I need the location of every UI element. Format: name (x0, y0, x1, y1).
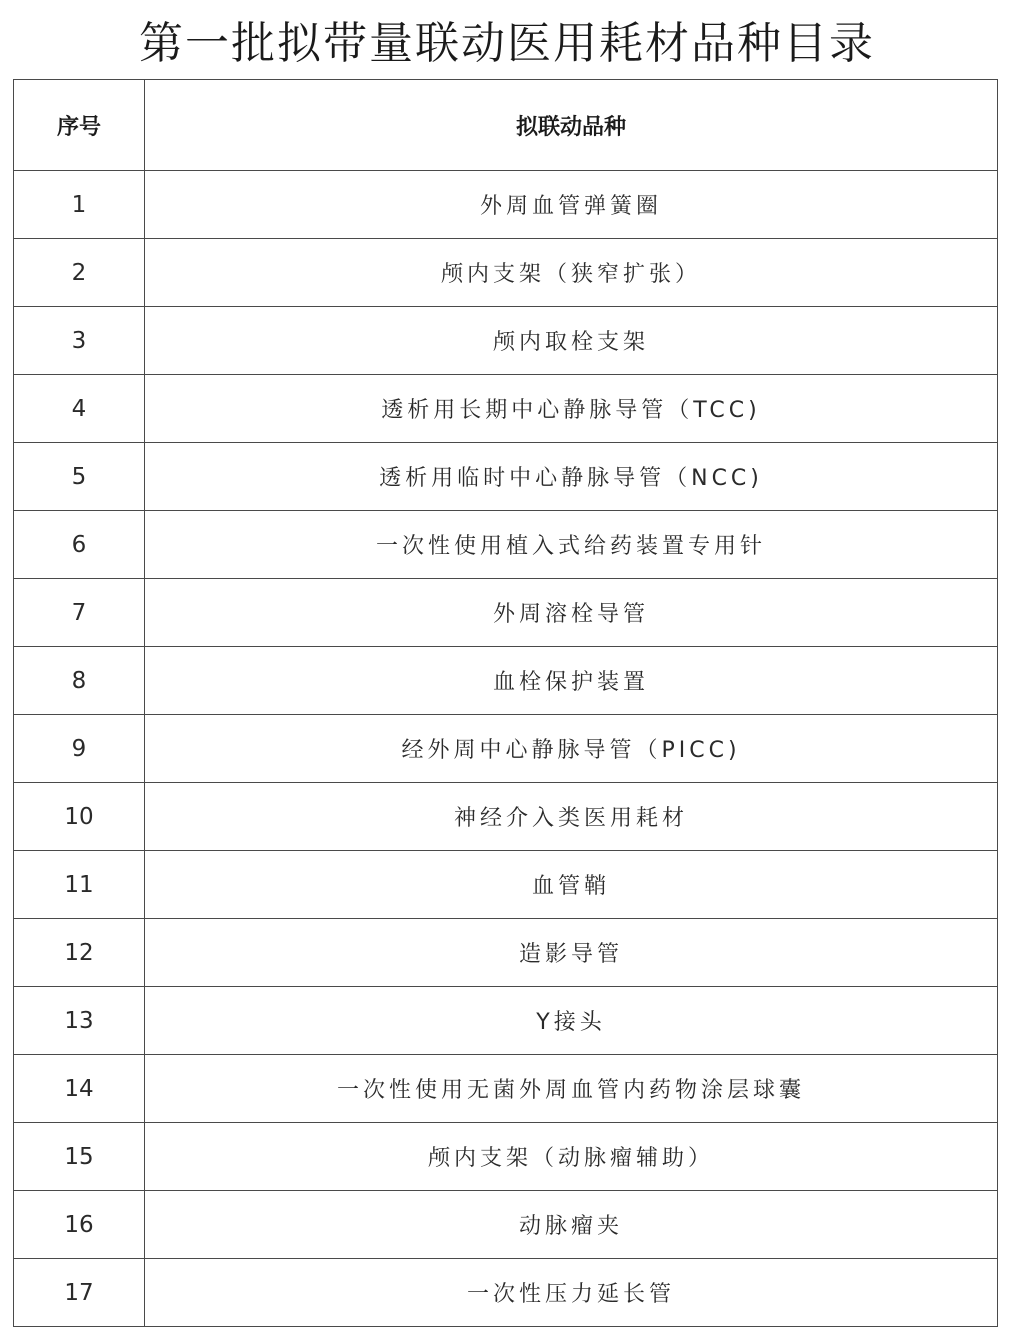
product-name-cell: 一次性使用无菌外周血管内药物涂层球囊 (145, 1055, 998, 1123)
product-name-cell: 颅内取栓支架 (145, 307, 998, 375)
table-row (14, 171, 998, 239)
page-title: 第一批拟带量联动医用耗材品种目录 (139, 18, 875, 69)
product-name-cell: 神经介入类医用耗材 (145, 783, 998, 851)
column-header-serial-number: 序号 (14, 80, 145, 171)
table-row (14, 1191, 998, 1259)
table-row (14, 375, 998, 443)
table-body (14, 171, 998, 1327)
table-row (14, 851, 998, 919)
serial-number-cell: 5 (14, 443, 145, 511)
product-name-cell: 透析用临时中心静脉导管（NCC) (145, 443, 998, 511)
serial-number-cell: 4 (14, 375, 145, 443)
serial-number-cell: 12 (14, 919, 145, 987)
serial-number-cell: 10 (14, 783, 145, 851)
product-name-cell: 透析用长期中心静脉导管（TCC) (145, 375, 998, 443)
table-row (14, 1055, 998, 1123)
product-name-cell: 颅内支架（狭窄扩张） (145, 239, 998, 307)
serial-number-cell: 9 (14, 715, 145, 783)
table-row (14, 647, 998, 715)
product-name-cell: 一次性压力延长管 (145, 1259, 998, 1327)
table-header-row (14, 80, 998, 171)
product-name-cell: 外周血管弹簧圈 (145, 171, 998, 239)
serial-number-cell: 15 (14, 1123, 145, 1191)
table-row (14, 443, 998, 511)
table-row (14, 1259, 998, 1327)
table-row (14, 1123, 998, 1191)
serial-number-cell: 14 (14, 1055, 145, 1123)
table-row (14, 239, 998, 307)
product-name-cell: 经外周中心静脉导管（PICC) (145, 715, 998, 783)
product-name-cell: 造影导管 (145, 919, 998, 987)
column-header-product-name: 拟联动品种 (145, 80, 998, 171)
serial-number-cell: 16 (14, 1191, 145, 1259)
serial-number-cell: 7 (14, 579, 145, 647)
table-row (14, 783, 998, 851)
product-name-cell: 动脉瘤夹 (145, 1191, 998, 1259)
table-row (14, 511, 998, 579)
product-name-cell: 血管鞘 (145, 851, 998, 919)
serial-number-cell: 1 (14, 171, 145, 239)
serial-number-cell: 8 (14, 647, 145, 715)
product-name-cell: Y接头 (145, 987, 998, 1055)
serial-number-cell: 13 (14, 987, 145, 1055)
serial-number-cell: 3 (14, 307, 145, 375)
table-row (14, 307, 998, 375)
serial-number-cell: 17 (14, 1259, 145, 1327)
table-row (14, 987, 998, 1055)
serial-number-cell: 6 (14, 511, 145, 579)
table-row (14, 919, 998, 987)
product-name-cell: 颅内支架（动脉瘤辅助） (145, 1123, 998, 1191)
catalog-table (13, 79, 998, 1327)
product-name-cell: 一次性使用植入式给药装置专用针 (145, 511, 998, 579)
serial-number-cell: 11 (14, 851, 145, 919)
product-name-cell: 外周溶栓导管 (145, 579, 998, 647)
serial-number-cell: 2 (14, 239, 145, 307)
product-name-cell: 血栓保护装置 (145, 647, 998, 715)
table-row (14, 579, 998, 647)
table-row (14, 715, 998, 783)
